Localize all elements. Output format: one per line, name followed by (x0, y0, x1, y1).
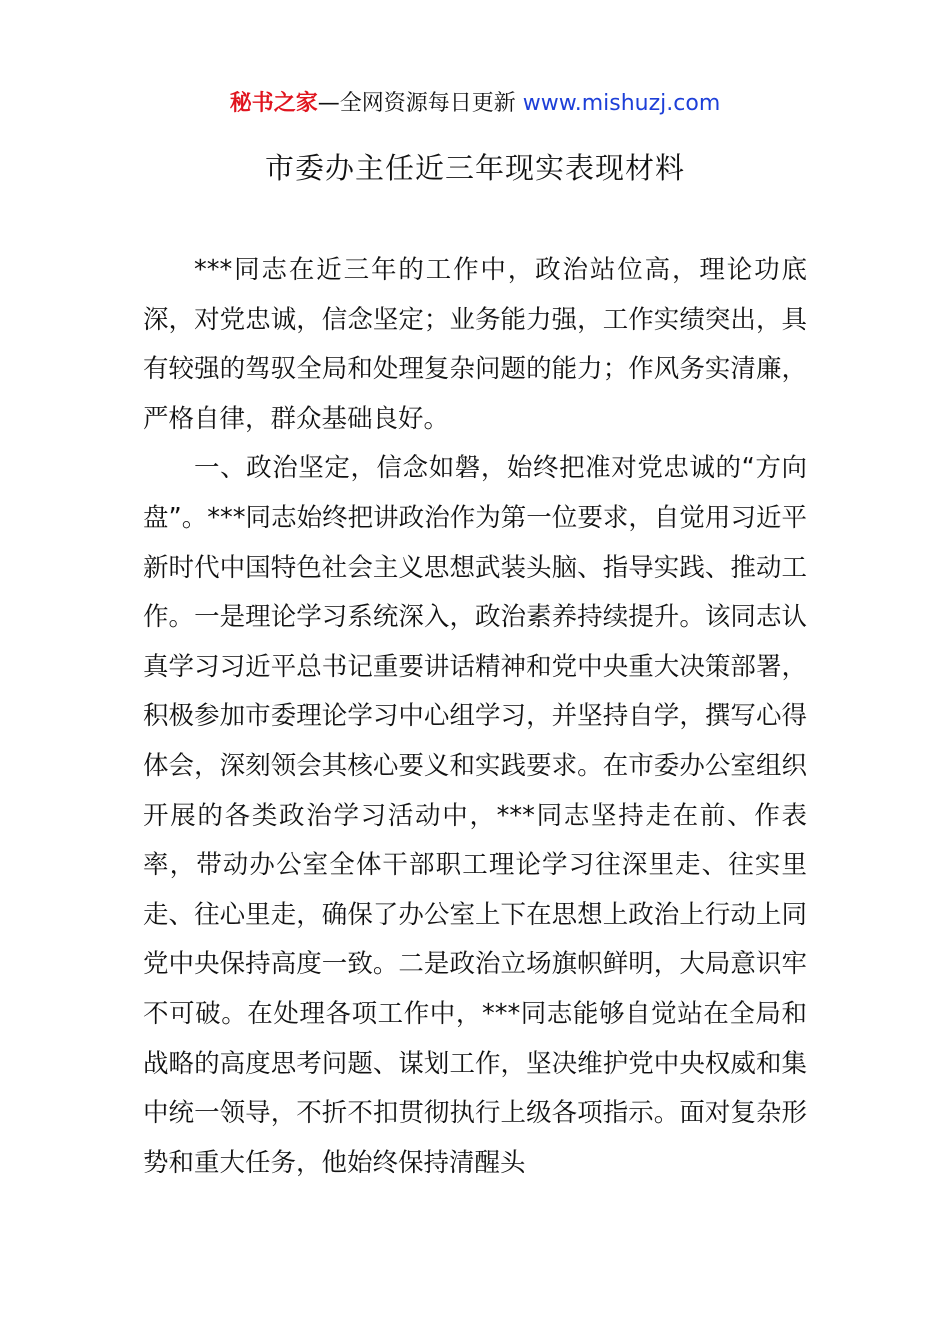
site-name: 秘书之家 (229, 91, 318, 116)
site-tagline: —全网资源每日更新 (317, 91, 516, 116)
paragraph-intro: ***同志在近三年的工作中，政治站位高，理论功底深，对党忠诚，信念坚定；业务能力强，工作实绩突出，具有较强的驾驭全局和处理复杂问题的能力；作风务实清廉，严格自律，群众基础良好。 (143, 255, 807, 434)
document-body (143, 246, 807, 1188)
site-url-link[interactable]: www.mishuzj.com (522, 91, 721, 116)
document-title: 市委办主任近三年现实表现材料 (264, 151, 685, 185)
site-header (0, 88, 950, 120)
paragraph-section-one: 一、政治坚定，信念如磐，始终把准对党忠诚的“方向盘”。***同志始终把讲政治作为第一位要求，自觉用习近平新时代中国特色社会主义思想武装头脑、指导实践、推动工作。一是理论学习系统深入，政治素养持续提升。该同志认真学习习近平总书记重要讲话精神和党中央重大决策部署，积极参加市委理论学习中心组学习，并坚持自学，撰写心得体会，深刻领会其核心要义和实践要求。在市委办公室组织开展的各类政治学习活动中，***同志坚持走在前、作表率，带动办公室全体干部职工理论学习往深里走、往实里走、往心里走，确保了办公室上下在思想上政治上行动上同党中央保持高度一致。二是政治立场旗帜鲜明，大局意识牢不可破。在处理各项工作中，***同志能够自觉站在全局和战略的高度思考问题、谋划工作，坚决维护党中央权威和集中统一领导，不折不扣贯彻执行上级各项指示。面对复杂形势和重大任务，他始终保持清醒头 (143, 453, 807, 1178)
